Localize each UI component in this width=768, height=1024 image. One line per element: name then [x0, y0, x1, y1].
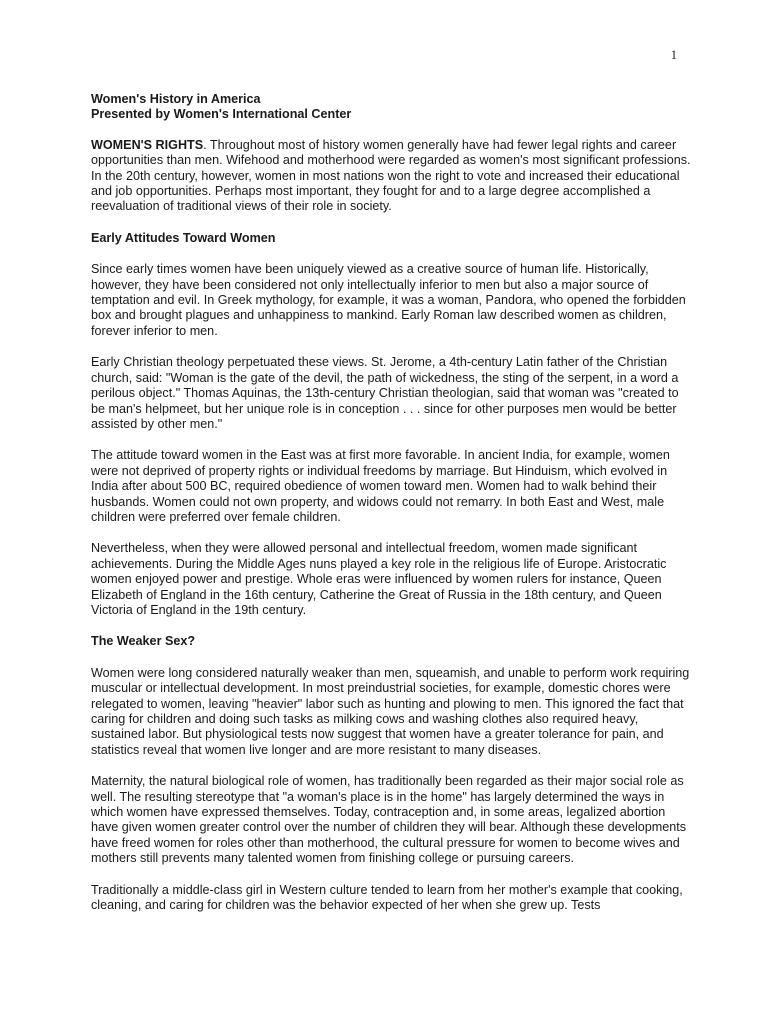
section-heading-early-attitudes: Early Attitudes Toward Women: [91, 230, 276, 245]
intro-lead: WOMEN'S RIGHTS: [91, 137, 204, 152]
paragraph: Early Christian theology perpetuated these views. St. Jerome, a 4th-century Latin father of the Christian church, said: "Woman is the gate of the devil, the path of wickedness, the sting of the serpent, in a word a perilous object." Thomas Aquinas, the 13th-century Christian theologian, said that woman was "created to be man's helpmeet, but her unique role is in conception . . . since for other purposes men would be better assisted by other men.": [91, 355, 679, 431]
paragraph: Traditionally a middle-class girl in Western culture tended to learn from her mother's example that cooking, cleaning, and caring for children was the behavior expected of her when she grew up. Tests: [91, 882, 683, 913]
document-title: Women's History in America: [91, 92, 261, 106]
document-body: [91, 92, 691, 913]
paragraph: Maternity, the natural biological role of women, has traditionally been regarded as their major social role as well. The resulting stereotype that "a woman's place is in the home" has largely determined the ways in which women have expressed themselves. Today, contraception and, in some areas, legalized abortion have given women greater control over the number of children they will bear. Although these developments have freed women for roles other than motherhood, the cultural pressure for women to become wives and mothers still prevents many talented women from finishing college or pursuing careers.: [91, 774, 687, 866]
paragraph: Women were long considered naturally weaker than men, squeamish, and unable to perform work requiring muscular or intellectual development. In most preindustrial societies, for example, domestic chores were relegated to women, leaving "heavier" labor such as hunting and plowing to men. This ignored the fact that caring for children and doing such tasks as milking cows and washing clothes also required heavy, sustained labor. But physiological tests now suggest that women have a greater tolerance for pain, and statistics reveal that women live longer and are more resistant to many diseases.: [91, 665, 690, 757]
page-number: 1: [670, 48, 677, 62]
document-subtitle: Presented by Women's International Center: [91, 107, 352, 122]
paragraph: The attitude toward women in the East was at first more favorable. In ancient India, for example, women were not deprived of property rights or individual freedoms by marriage. But Hinduism, which evolved in India after about 500 BC, required obedience of women toward men. Women had to walk behind their husbands. Women could not own property, and widows could not remarry. In both East and West, male children were preferred over female children.: [91, 448, 670, 524]
intro-text: . Throughout most of history women generally have had fewer legal rights and career opportunities than men. Wifehood and motherhood were regarded as women's most significant professions. In the 20th century, however, women in most nations won the right to vote and increased their educational and job opportunities. Perhaps most important, they fought for and to a large degree accomplished a reevaluation of traditional views of their role in society.: [91, 137, 691, 214]
intro-paragraph: [91, 138, 691, 215]
section-heading-weaker-sex: The Weaker Sex?: [91, 634, 196, 649]
paragraph: Since early times women have been uniquely viewed as a creative source of human life. Historically, however, they have been considered not only intellectually inferior to men but also a major source of temptation and evil. In Greek mythology, for example, it was a woman, Pandora, who opened the forbidden box and brought plagues and unhappiness to mankind. Early Roman law described women as children, forever inferior to men.: [91, 262, 686, 338]
paragraph: Nevertheless, when they were allowed personal and intellectual freedom, women made significant achievements. During the Middle Ages nuns played a key role in the religious life of Europe. Aristocratic women enjoyed power and prestige. Whole eras were influenced by women rulers for instance, Queen Elizabeth of England in the 16th century, Catherine the Great of Russia in the 18th century, and Queen Victoria of England in the 19th century.: [91, 541, 667, 617]
